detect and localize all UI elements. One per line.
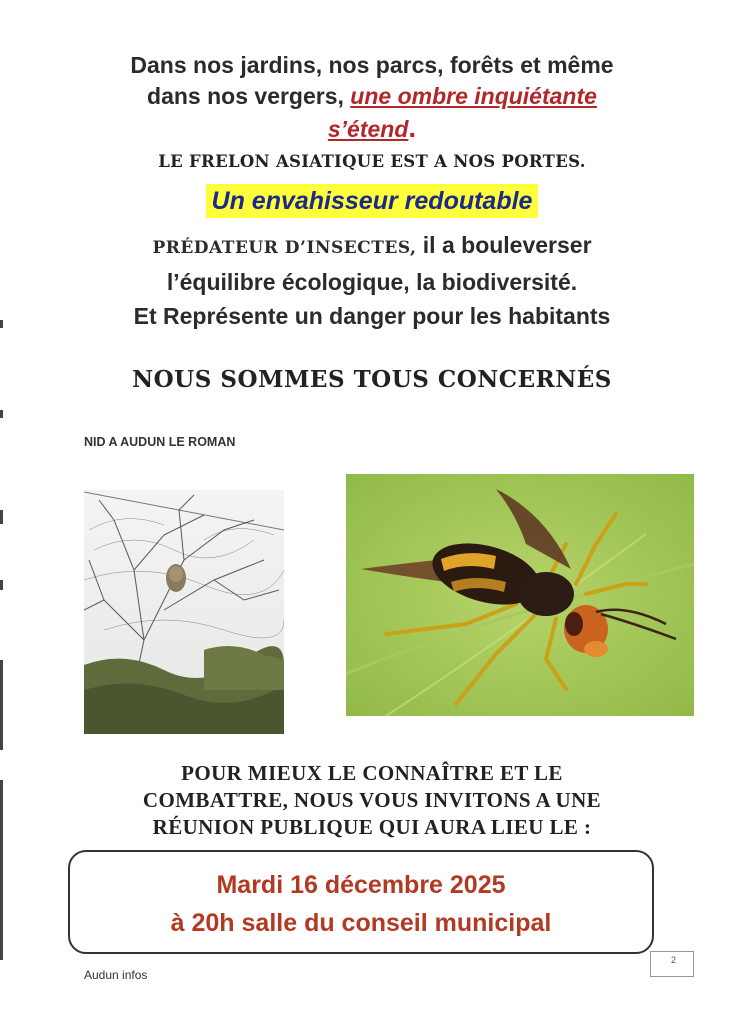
intro-line-3-dot: . <box>408 112 417 143</box>
asian-hornet-photo <box>346 474 694 716</box>
scan-edge-mark <box>0 410 3 418</box>
intro-line-2-plain: dans nos vergers, <box>147 83 351 109</box>
body-line-3: Et Représente un danger pour les habitants <box>133 303 611 329</box>
invitation-line-2: COMBATTRE, NOUS VOUS INVITONS A UNE <box>142 788 602 812</box>
scan-edge-mark <box>0 320 3 328</box>
scan-edge-mark <box>0 780 3 960</box>
scan-edge-mark <box>0 580 3 590</box>
scan-edge-mark <box>0 660 3 750</box>
intro-line-2-red: une ombre inquiétante <box>350 83 597 109</box>
body-line-1-bold: PRÉDATEUR D’INSECTES, <box>152 238 417 258</box>
highlight-wrap <box>0 184 744 218</box>
footer-text: Audun infos <box>84 968 148 982</box>
intro-line-1: Dans nos jardins, nos parcs, forêts et même <box>130 52 614 78</box>
intro-line-3 <box>0 112 744 145</box>
body-line-1 <box>0 228 744 265</box>
invitation-text <box>0 760 744 841</box>
nest-tree-photo <box>84 490 284 734</box>
intro-paragraph <box>0 50 744 145</box>
intro-line-2 <box>0 81 744 112</box>
event-box <box>68 850 654 954</box>
invitation-line-3: RÉUNION PUBLIQUE QUI AURA LIEU LE : <box>152 815 592 839</box>
invitation-line-1: POUR MIEUX LE CONNAÎTRE ET LE <box>181 761 563 785</box>
event-details <box>70 866 652 942</box>
scan-edge-mark <box>0 510 3 524</box>
event-place: à 20h salle du conseil municipal <box>170 909 552 937</box>
concern-heading: NOUS SOMMES TOUS CONCERNÉS <box>132 366 612 393</box>
body-paragraph <box>0 228 744 333</box>
event-date: Mardi 16 décembre 2025 <box>216 871 506 899</box>
nest-caption: NID A AUDUN LE ROMAN <box>84 435 236 449</box>
body-line-2: l’équilibre écologique, la biodiversité. <box>166 269 578 295</box>
intro-line-3-red: s’étend <box>327 116 409 142</box>
page-number: 2 <box>650 951 694 977</box>
highlight-banner: Un envahisseur redoutable <box>206 184 539 218</box>
alert-heading: LE FRELON ASIATIQUE EST A NOS PORTES. <box>158 152 586 171</box>
body-line-1-rest: il a bouleverser <box>416 232 592 258</box>
